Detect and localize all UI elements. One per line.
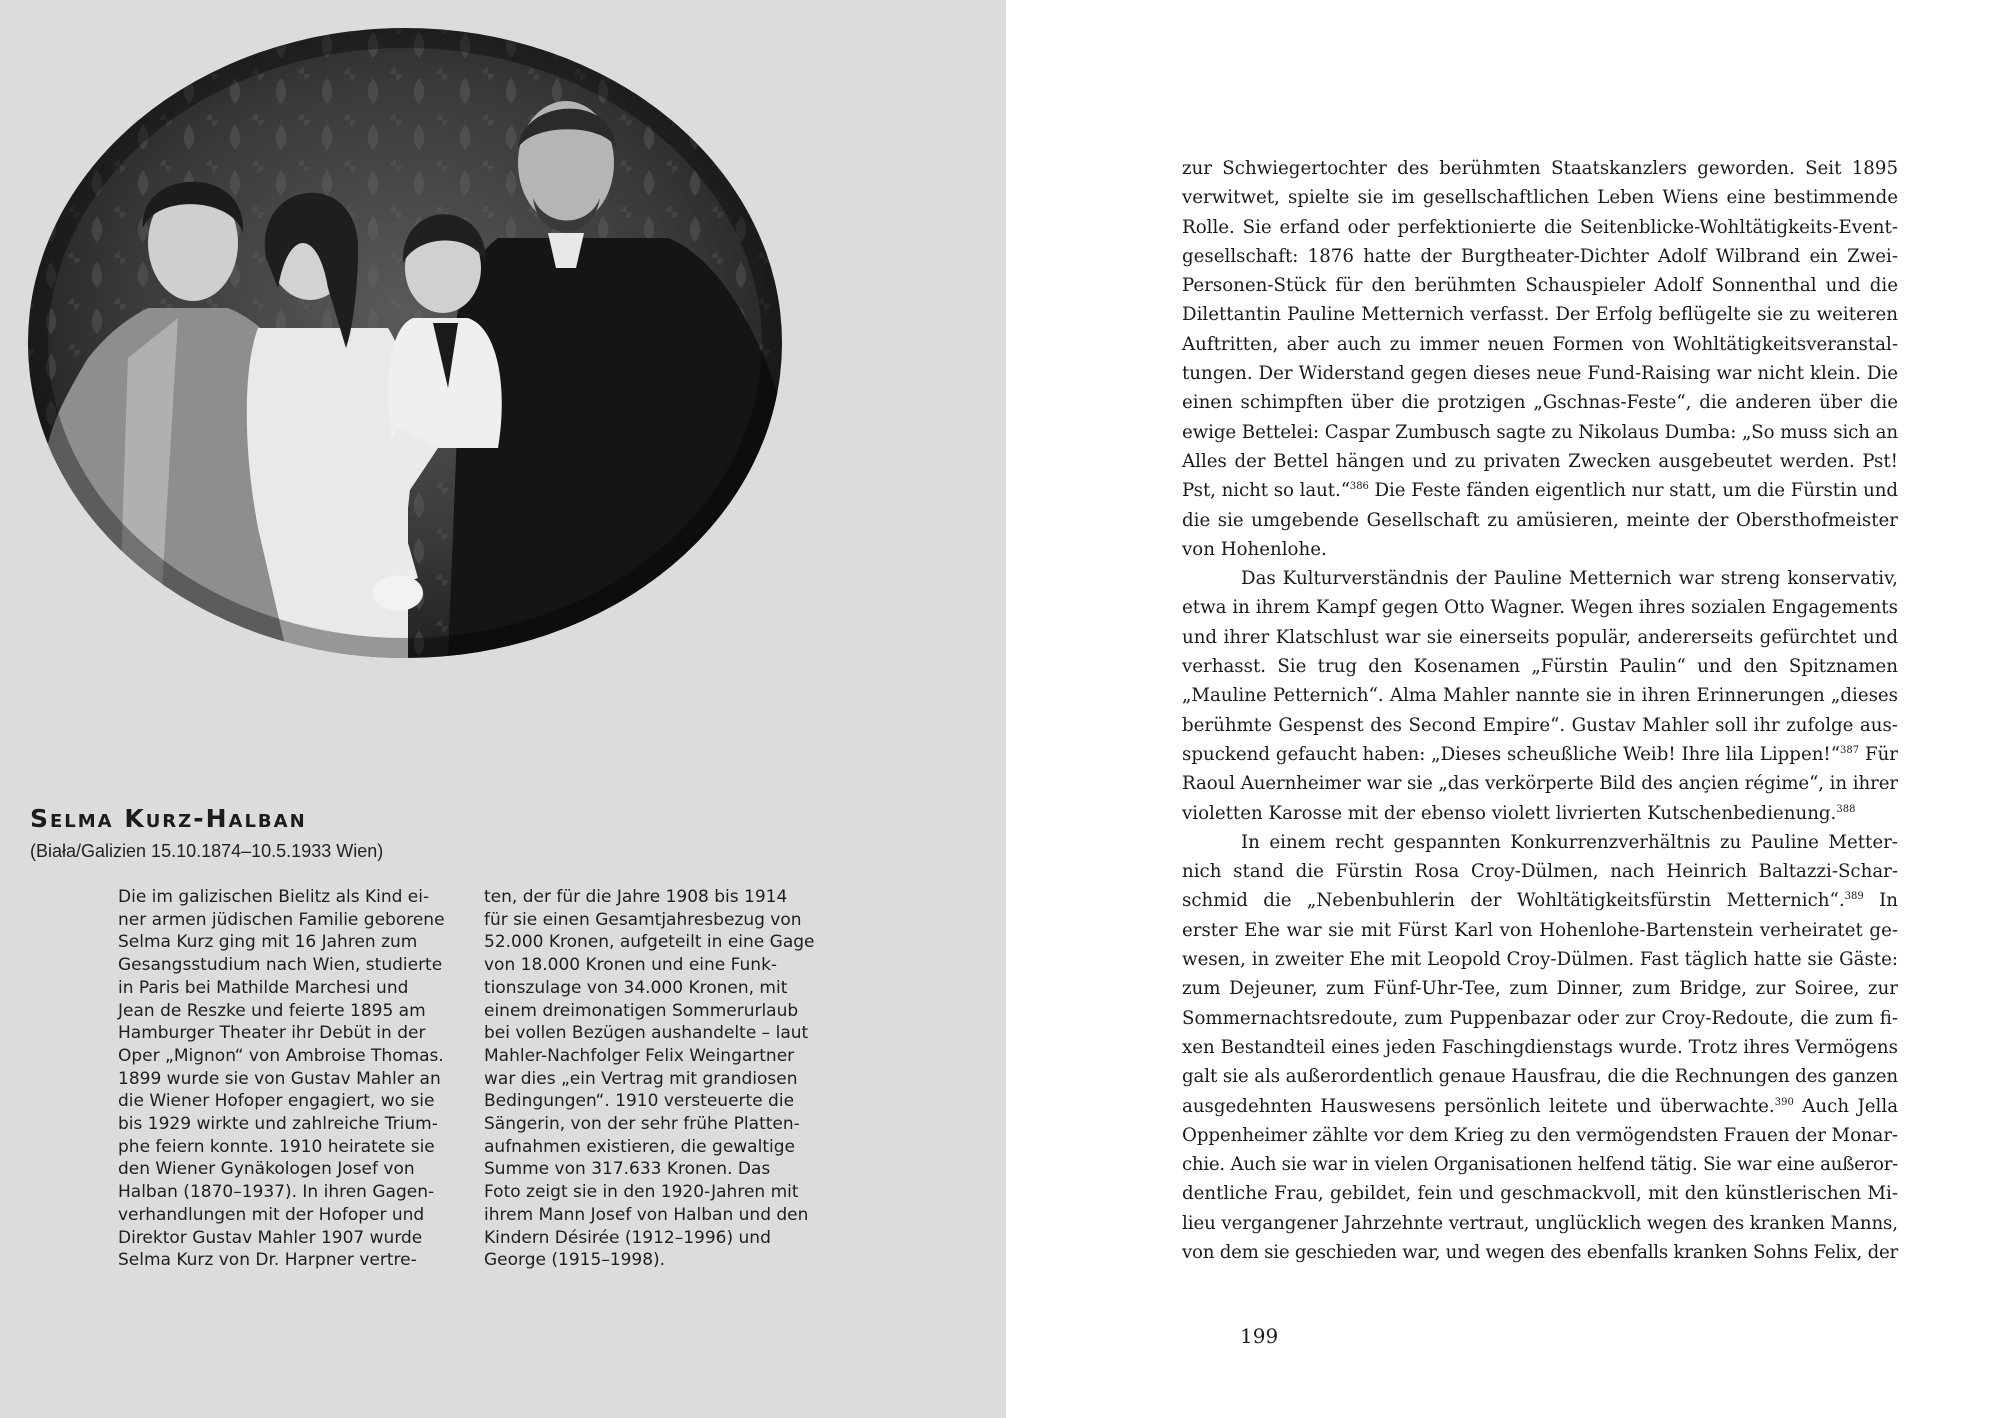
footnote-ref: 388 <box>1836 803 1856 815</box>
body-line <box>1182 1121 1898 1150</box>
body-line-text: nich stand die Fürstin Rosa Croy-Dülmen, nach Heinrich Baltazzi-Schar- <box>1182 861 1899 883</box>
body-line <box>1182 418 1898 447</box>
body-line-text: Raoul Auernheimer war sie „das verkörperte Bild des ançien régime“, in ihrer <box>1182 773 1898 795</box>
body-line-text: Personen-Stück für den berühmten Schauspieler Adolf Sonnenthal und die <box>1182 275 1898 297</box>
body-line-text: In einem recht gespannten Konkurrenzverhältnis zu Pauline Metter- <box>1241 831 1898 853</box>
body-line <box>1182 1092 1898 1121</box>
body-line <box>1182 476 1898 505</box>
person-name-heading: Selma Kurz-Halban <box>30 804 307 833</box>
body-line <box>1182 1062 1898 1091</box>
body-line <box>1182 1238 1898 1267</box>
body-line-text: In <box>1863 890 1898 912</box>
body-line <box>1182 916 1898 945</box>
body-line-text: lieu vergangener Jahrzehnte vertraut, unglücklich wegen des kranken Manns, <box>1182 1212 1898 1234</box>
body-line-text: und ihrer Klatschlust war sie einerseits populär, andererseits gefürchtet und <box>1182 626 1899 648</box>
body-line <box>1182 1179 1898 1208</box>
body-line-text: dentliche Frau, gebildet, fein und geschmackvoll, mit den künstlerischen Mi- <box>1182 1183 1898 1205</box>
body-line <box>1182 681 1898 710</box>
body-line-text: verhasst. Sie trug den Kosenamen „Fürstin Paulin“ und den Spitznamen <box>1182 656 1898 678</box>
body-line <box>1182 769 1898 798</box>
person-dates: (Biała/Galizien 15.10.1874–10.5.1933 Wien) <box>30 841 384 861</box>
body-line-text: Sommernachtsredoute, zum Puppenbazar oder zur Croy-Redoute, die zum fi- <box>1182 1007 1899 1029</box>
body-line-text: verwitwet, spielte sie im gesellschaftlichen Leben Wiens eine bestimmende <box>1182 187 1898 209</box>
body-line <box>1182 593 1898 622</box>
body-line-text: spuckend gefaucht haben: „Dieses scheußliche Weib! Ihre lila Lippen!“ <box>1182 743 1841 765</box>
body-line <box>1182 1209 1898 1238</box>
footnote-ref: 389 <box>1844 891 1864 903</box>
body-line-text: Oppenheimer zählte vor dem Krieg zu den vermögendsten Frauen der Monar- <box>1182 1124 1898 1146</box>
body-line-text: die sie umgebende Gesellschaft zu amüsieren, meinte der Obersthofmeister <box>1182 509 1898 531</box>
body-line-text: „Mauline Petternich“. Alma Mahler nannte sie in ihren Erinnerungen „dieses <box>1182 685 1899 707</box>
body-line-text: erster Ehe war sie mit Fürst Karl von Hohenlohe-Bartenstein verheiratet ge- <box>1182 919 1898 941</box>
body-line <box>1182 154 1898 183</box>
body-line <box>1182 271 1898 300</box>
body-line-text: wesen, in zweiter Ehe mit Leopold Croy-Dülmen. Fast täglich hatte sie Gäste: <box>1182 949 1898 971</box>
body-line-text: zur Schwiegertochter des berühmten Staatskanzlers geworden. Seit 1895 <box>1182 158 1899 179</box>
body-line <box>1182 242 1898 271</box>
family-portrait-photo <box>28 28 782 658</box>
body-line-text: chie. Auch sie war in vielen Organisationen helfend tätig. Sie war eine außeror- <box>1182 1154 1899 1176</box>
body-line-text: etwa in ihrem Kampf gegen Otto Wagner. Wegen ihres sozialen Engagements <box>1182 597 1898 619</box>
body-line-text: Die Feste fänden eigentlich nur statt, um die Fürstin und <box>1368 480 1898 502</box>
caption-column-1: Die im galizischen Bielitz als Kind ei- ner armen jüdischen Familie geborene Selma Kurz ging mit 16 Jahren zum Gesangsstudium nach Wien, studierte in Paris bei Mathilde Marchesi und Jean de Reszke und feierte 1895 am Hamburger Theater ihr Debüt in der Oper „Mignon“ von Ambroise Thomas. 1899 wurde sie von Gustav Mahler an die Wiener Hofoper engagiert, wo sie bis 1929 wirkte und zahlreiche Trium- phe feiern konnte. 1910 heiratete sie den Wiener Gynäkologen Josef von Halban (1870–1937). In ihren Gagen- verhandlungen mit der Hofoper und Direktor Gustav Mahler 1907 wurde Selma Kurz von Dr. Harpner vertre- <box>118 887 445 1271</box>
body-line <box>1182 652 1898 681</box>
body-line-text: ewige Bettelei: Caspar Zumbusch sagte zu Nikolaus Dumba: „So muss sich an <box>1182 421 1898 443</box>
body-line-text: von dem sie geschieden war, und wegen des ebenfalls kranken Sohns Felix, der <box>1182 1241 1898 1263</box>
footnote-ref: 386 <box>1349 481 1369 493</box>
body-line <box>1182 213 1898 242</box>
body-line <box>1182 183 1898 212</box>
body-line-text: violetten Karosse mit der ebenso violett livrierten Kutschenbedienung. <box>1182 802 1837 824</box>
body-line <box>1182 506 1898 535</box>
body-line <box>1182 564 1898 593</box>
body-line-text: zum Dejeuner, zum Fünf-Uhr-Tee, zum Dinner, zum Bridge, zur Soiree, zur <box>1182 978 1899 1000</box>
body-line-text: Für <box>1859 743 1898 765</box>
body-line-text: xen Bestandteil eines jeden Faschingdienstags wurde. Trotz ihres Vermögens <box>1182 1036 1898 1058</box>
body-text <box>1182 154 1898 1267</box>
body-line <box>1182 857 1898 886</box>
caption-column-2: ten, der für die Jahre 1908 bis 1914 für sie einen Gesamtjahresbezug von 52.000 Kronen, aufgeteilt in eine Gage von 18.000 Kronen und eine Funk- tionszulage von 34.000 Kronen, mit einem dreimonatigen Sommerurlaub bei vollen Bezügen aushandelte – laut Mahler-Nachfolger Felix Weingartner war dies „ein Vertrag mit grandiosen Bedingungen“. 1910 versteuerte die Sängerin, von der sehr frühe Platten- aufnahmen existieren, die gewaltige Summe von 317.633 Kronen. Das Foto zeigt sie in den 1920-Jahren mit ihrem Mann Josef von Halban und den Kindern Désirée (1912–1996) und George (1915–1998). <box>484 887 815 1271</box>
body-line-text: Pst, nicht so laut.“ <box>1182 480 1350 502</box>
body-line-text: einen schimpften über die protzigen „Gschnas-Feste“, die anderen über die <box>1182 392 1898 414</box>
body-line <box>1182 300 1898 329</box>
body-line-text: Das Kulturverständnis der Pauline Metternich war streng konservativ, <box>1241 568 1898 590</box>
right-page <box>1006 0 2008 1418</box>
body-line-text: Alles der Bettel hängen und zu privaten Zwecken ausgebeutet werden. Pst! <box>1182 450 1898 472</box>
body-line <box>1182 740 1898 769</box>
body-line-text: Rolle. Sie erfand oder perfektionierte die Seitenblicke-Wohltätigkeits-Event- <box>1182 216 1898 238</box>
body-line <box>1182 388 1898 417</box>
body-line <box>1182 945 1898 974</box>
body-line <box>1182 535 1898 564</box>
body-line <box>1182 886 1898 915</box>
body-line-text: schmid die „Nebenbuhlerin der Wohltätigkeitsfürstin Metternich“. <box>1182 890 1845 912</box>
footnote-ref: 390 <box>1774 1096 1794 1108</box>
body-line-text: ausgedehnten Hauswesens persönlich leitete und überwachte. <box>1182 1095 1775 1117</box>
page-number: 199 <box>1240 1324 1279 1348</box>
body-line-text: Auftritten, aber auch zu immer neuen Formen von Wohltätigkeitsveranstal- <box>1182 333 1898 355</box>
footnote-ref: 387 <box>1840 744 1860 756</box>
body-line <box>1182 711 1898 740</box>
body-line-text: berühmte Gespenst des Second Empire“. Gustav Mahler soll ihr zufolge aus- <box>1182 714 1898 736</box>
body-line <box>1182 799 1898 828</box>
body-line-text: tungen. Der Widerstand gegen dieses neue Fund-Raising war nicht klein. Die <box>1182 363 1898 385</box>
body-line-text: Auch Jella <box>1793 1095 1899 1117</box>
body-line-text: Dilettantin Pauline Metternich verfasst. Der Erfolg beflügelte sie zu weiteren <box>1182 304 1898 326</box>
body-line <box>1182 359 1898 388</box>
body-line <box>1182 447 1898 476</box>
body-line <box>1182 1150 1898 1179</box>
body-line <box>1182 623 1898 652</box>
body-line <box>1182 1004 1898 1033</box>
body-line-text: von Hohenlohe. <box>1182 538 1327 560</box>
body-line <box>1182 1033 1898 1062</box>
body-line-text: galt sie als außerordentlich genaue Hausfrau, die die Rechnungen des ganzen <box>1182 1066 1898 1088</box>
body-line <box>1182 330 1898 359</box>
body-line-text: gesellschaft: 1876 hatte der Burgtheater-Dichter Adolf Wilbrand ein Zwei- <box>1182 245 1899 267</box>
body-line <box>1182 828 1898 857</box>
body-line <box>1182 974 1898 1003</box>
